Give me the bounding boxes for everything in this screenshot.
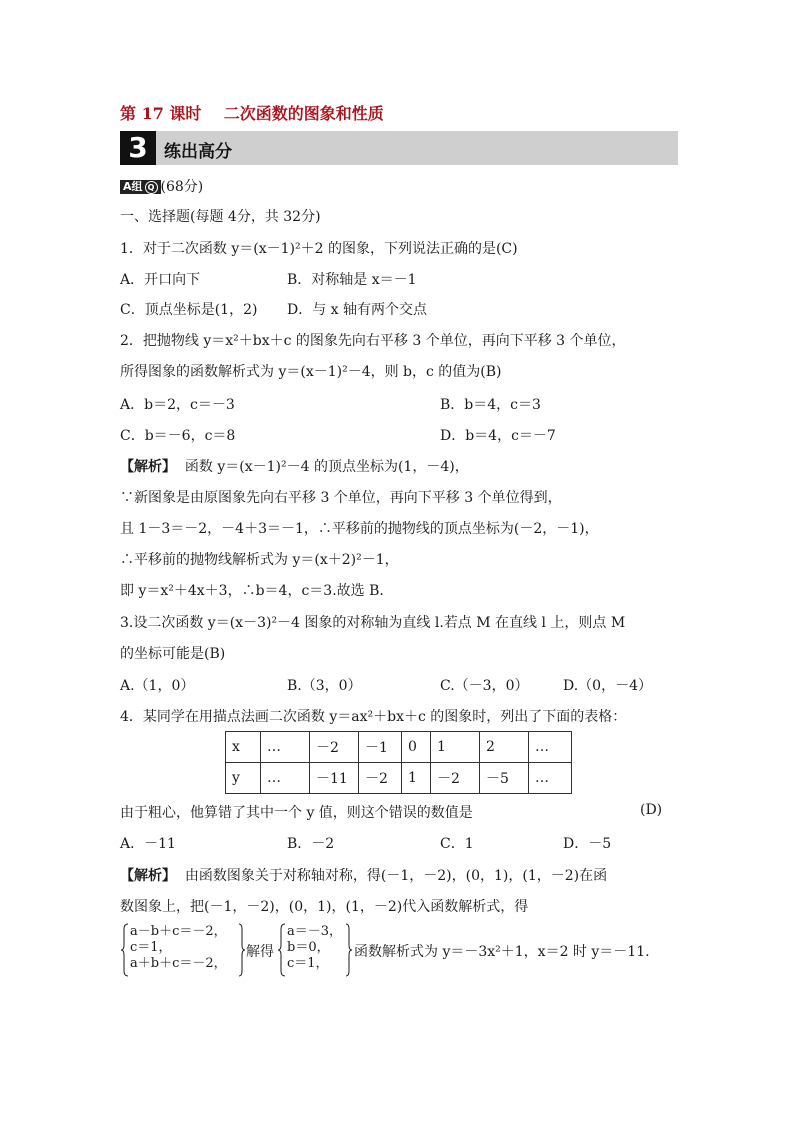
table-cell: … xyxy=(529,763,572,794)
equation-line: a＋b＋c＝－2， xyxy=(130,956,227,971)
equation-line: c＝1， xyxy=(130,940,172,955)
lesson-title: 第 17 课时 二次函数的图象和性质 xyxy=(120,104,384,123)
q2-option-a: A．b＝2，c＝－3 xyxy=(120,397,235,413)
q2-option-c: C．b＝－6，c＝8 xyxy=(120,428,236,444)
table-cell: x xyxy=(226,732,261,763)
table-cell: －1 xyxy=(359,732,402,763)
table-cell: 0 xyxy=(402,732,431,763)
table-cell: … xyxy=(529,732,572,763)
q2-stem-line1: 2．把抛物线 y＝x²＋bx＋c 的图象先向右平移 3 个单位，再向下平移 3 个单位， xyxy=(120,333,626,349)
q4-option-c: C．1 xyxy=(440,836,474,852)
table-cell: y xyxy=(226,763,261,794)
q4-stem-line2: 由于粗心，他算错了其中一个 y 值，则这个错误的数值是 xyxy=(120,805,473,821)
left-brace-icon xyxy=(120,923,130,977)
table-row xyxy=(226,732,572,763)
table-cell: －11 xyxy=(310,763,359,794)
equation-line: b＝0， xyxy=(287,940,330,955)
q2-analysis-text1: 函数 y＝(x－1)²－4 的顶点坐标为(1，－4)， xyxy=(176,459,469,475)
table-cell: －2 xyxy=(359,763,402,794)
equation-line: a＝－3， xyxy=(287,924,343,939)
right-brace-icon xyxy=(345,923,353,977)
q1-option-a: A．开口向下 xyxy=(120,272,201,288)
table-cell: －2 xyxy=(310,732,359,763)
q-circle-icon: Q xyxy=(145,181,158,194)
q3-option-b: B.（3，0） xyxy=(287,678,362,694)
group-badge xyxy=(120,180,161,194)
q4-analysis-line2: 数图象上，把(－1，－2)，(0，1)，(1，－2)代入函数解析式，得 xyxy=(120,899,529,915)
q4-analysis-label: 【解析】 xyxy=(120,868,176,884)
q4-value-table xyxy=(225,731,572,794)
q4-option-b: B．－2 xyxy=(287,836,335,852)
q2-option-b: B．b＝4，c＝3 xyxy=(440,397,541,413)
q4-answer: (D) xyxy=(640,802,663,818)
equation-system-2-body xyxy=(287,924,342,972)
table-cell: 1 xyxy=(431,732,480,763)
q2-analysis-line1 xyxy=(120,456,469,476)
q4-option-a: A．－11 xyxy=(120,836,176,852)
q3-option-a: A.（1，0） xyxy=(120,678,195,694)
q3-option-d: D.（0，－4） xyxy=(563,678,652,694)
table-row xyxy=(226,763,572,794)
banner-title: 练出高分 xyxy=(164,142,232,162)
equation-system-2 xyxy=(277,924,352,976)
q2-stem-line2: 所得图象的函数解析式为 y＝(x－1)²－4，则 b，c 的值为(B) xyxy=(120,364,502,380)
left-brace-icon xyxy=(277,923,287,977)
q1-option-b: B．对称轴是 x＝－1 xyxy=(287,272,417,288)
q2-analysis-line2: ∵新图象是由原图象先向右平移 3 个单位，再向下平移 3 个单位得到， xyxy=(120,490,562,506)
q2-analysis-line5: 即 y＝x²＋4x＋3，∴b＝4，c＝3.故选 B. xyxy=(120,583,384,599)
q3-stem-line1: 3.设二次函数 y＝(x－3)²－4 图象的对称轴为直线 l.若点 M 在直线 l 上，则点 M xyxy=(120,615,626,631)
q4-option-d: D．－5 xyxy=(563,836,612,852)
section-banner xyxy=(120,131,678,165)
table-cell: 1 xyxy=(402,763,431,794)
q4-stem-line1: 4．某同学在用描点法画二次函数 y＝ax²＋bx＋c 的图象时，列出了下面的表格： xyxy=(120,709,627,725)
table-cell: … xyxy=(261,763,310,794)
equation-system-1 xyxy=(120,924,245,976)
q1-option-c: C．顶点坐标是(1，2) xyxy=(120,302,258,318)
table-cell: －5 xyxy=(480,763,529,794)
table-cell: 2 xyxy=(480,732,529,763)
group-badge-label: A组 xyxy=(123,180,143,193)
q2-analysis-label: 【解析】 xyxy=(120,459,176,475)
group-row xyxy=(120,176,203,196)
q2-analysis-line3: 且 1－3＝－2，－4＋3＝－1，∴平移前的抛物线的顶点坐标为(－2，－1)， xyxy=(120,521,599,537)
equation-line: c＝1， xyxy=(287,956,329,971)
section-heading: 一、选择题(每题 4分，共 32分) xyxy=(120,209,321,225)
q1-option-d: D．与 x 轴有两个交点 xyxy=(287,302,428,318)
table-cell: … xyxy=(261,732,310,763)
q1-stem: 1．对于二次函数 y＝(x－1)²＋2 的图象，下列说法正确的是(C) xyxy=(120,241,518,257)
q4-conclusion: 函数解析式为 y＝－3x²＋1，x＝2 时 y＝－11. xyxy=(354,944,650,960)
q2-option-d: D．b＝4，c＝－7 xyxy=(440,428,556,444)
q2-analysis-line4: ∴平移前的抛物线解析式为 y＝(x＋2)²－1， xyxy=(120,552,399,568)
q3-stem-line2: 的坐标可能是(B) xyxy=(120,646,226,662)
q4-analysis-text1: 由函数图象关于对称轴对称，得(－1，－2)，(0，1)，(1，－2)在函 xyxy=(176,868,608,884)
equation-system-1-body xyxy=(130,924,227,972)
solve-word: 解得 xyxy=(246,944,274,960)
group-score: (68分) xyxy=(160,179,204,195)
q4-analysis-line1 xyxy=(120,865,607,885)
equation-line: a－b＋c＝－2， xyxy=(130,924,227,939)
right-brace-icon xyxy=(238,923,246,977)
q3-option-c: C.（－3，0） xyxy=(440,678,529,694)
banner-number-badge: 3 xyxy=(120,131,156,165)
table-cell: －2 xyxy=(431,763,480,794)
